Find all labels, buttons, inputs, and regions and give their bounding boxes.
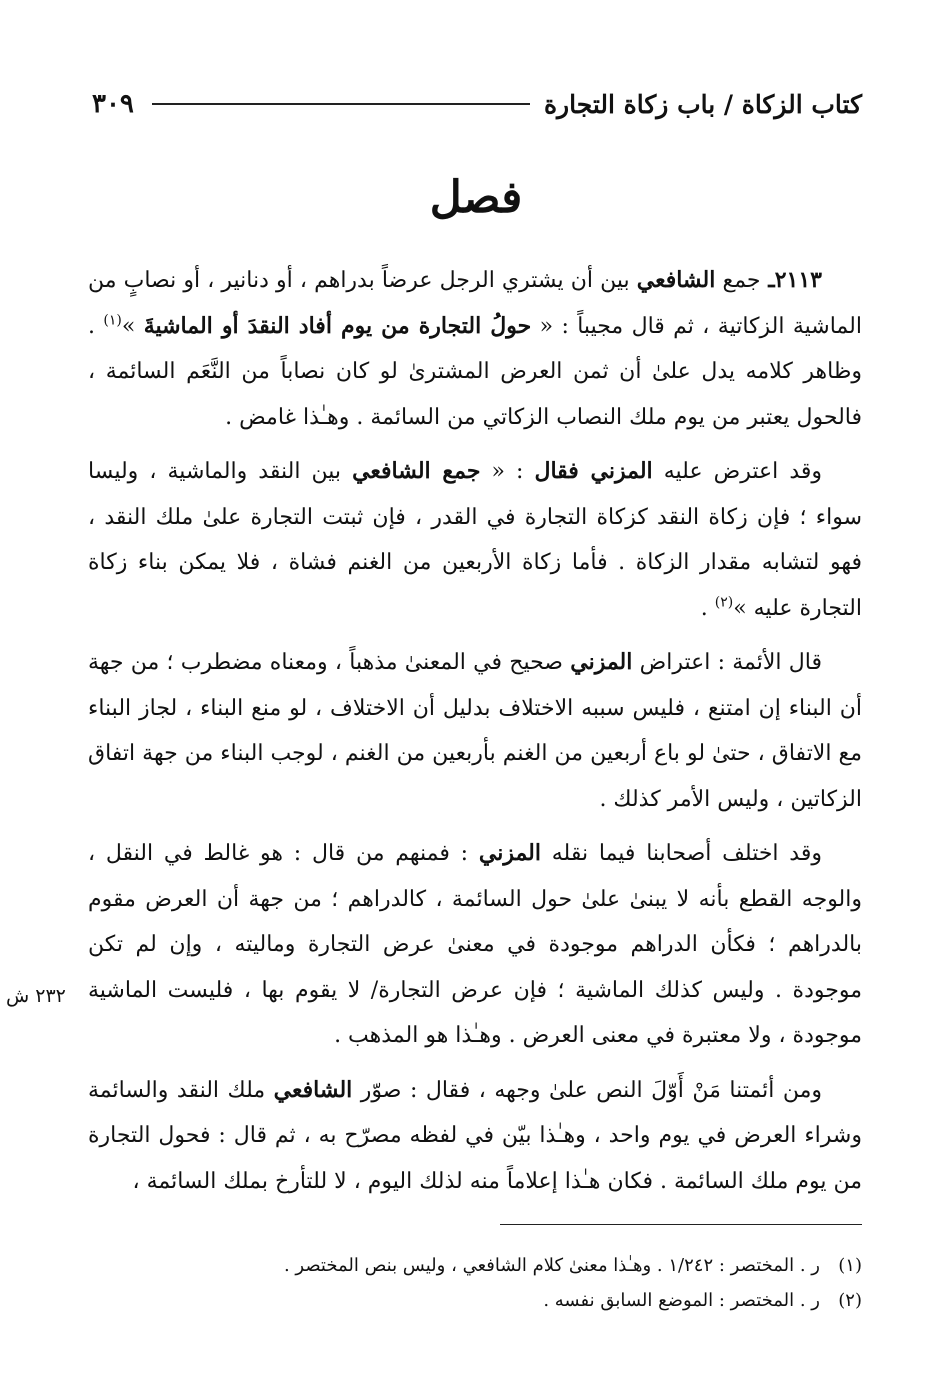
paragraph <box>88 449 862 631</box>
paragraph <box>88 1068 862 1205</box>
paragraph <box>88 831 862 1059</box>
text-run: صحيح في المعنىٰ مذهباً ، ومعناه مضطرب ؛ من جهة أن البناء إن امتنع ، فليس سببه الاختلاف بدليل أن الاختلاف ، لو منع البناء ، لجاز البناء مع الاتفاق ، حتىٰ لو باع أربعين من الغنم بأربعين من الغنم ، لوجب البناء من جهة اتفاق الزكاتين ، وليس الأمر كذلك . <box>88 650 862 812</box>
bold-text: حولُ التجارة من يوم أفاد النقدَ أو الماشيةَ <box>143 312 532 339</box>
text-run: . وظاهر كلامه يدل علىٰ أن ثمن العرض المشترىٰ لو كان نصاباً من النَّعَم السائمة ، فالحول يعتبر من يوم ملك النصاب الزكاتي من السائمة . وهـٰذا غامض . <box>88 313 862 430</box>
footnote-rule <box>500 1224 862 1225</box>
paragraph-number: ٢١١٣ـ <box>760 267 822 293</box>
text-run: ملك النقد والسائمة وشراء العرض في يوم واحد ، وهـٰذا بيّن في لفظه مصرّح به ، ثم قال : فحول التجارة من يوم ملك السائمة . فكان هـٰذا إعلاماً منه لذلك اليوم ، لا للتأرخ بملك السائمة ، <box>88 1077 862 1194</box>
page-number: ٣٠٩ <box>92 89 134 119</box>
text-run: وقد اختلف أصحابنا فيما نقله <box>541 841 823 866</box>
page-header <box>92 84 862 124</box>
bold-text: المزني <box>478 840 541 866</box>
footnote <box>180 1283 862 1318</box>
footnote-number: (٢) <box>838 1290 862 1311</box>
bold-text: الشافعي <box>273 1076 353 1103</box>
margin-note: ٢٣٢ ش <box>6 985 66 1007</box>
footnote-ref: (١) <box>103 312 122 329</box>
bold-text: المزني فقال <box>534 458 653 484</box>
body-text <box>88 258 862 1213</box>
footnote-ref: (٢) <box>714 594 734 611</box>
paragraph <box>88 258 862 440</box>
text-run: جمع <box>715 268 761 293</box>
text-run: بين أن يشتري الرجل عرضاً بدراهم ، أو دنانير ، أو نصابٍ من الماشية الزكاتية ، ثم قال مجيباً : « <box>88 268 862 339</box>
footnote-number: (١) <box>838 1255 862 1276</box>
section-heading: فصل <box>429 172 523 223</box>
text-run: قال الأئمة : اعتراض <box>632 650 822 675</box>
footnote <box>180 1248 862 1283</box>
footnote-text: ر . المختصر : ١/٢٤٢ . وهـٰذا معنىٰ كلام الشافعي ، وليس بنص المختصر . <box>283 1255 820 1276</box>
running-title: كتاب الزكاة / باب زكاة التجارة <box>543 89 862 119</box>
bold-text: المزني <box>570 649 633 675</box>
text-run: بين النقد والماشية ، وليسا سواء ؛ فإن زكاة النقد كزكاة التجارة في القدر ، فإن ثبتت التجارة علىٰ ملك النقد ، فهو لتشابه مقدار الزكاة . فأما زكاة الأربعين من الغنم فشاة ، فلا يمكن بناء زكاة التجارة عليه » <box>88 459 862 621</box>
text-run: وقد اعترض عليه <box>652 459 823 484</box>
text-run: » <box>121 313 144 339</box>
bold-text: جمع الشافعي <box>352 458 481 484</box>
bold-text: الشافعي <box>636 267 716 293</box>
footnotes <box>180 1248 862 1318</box>
text-run: : « <box>480 459 535 484</box>
text-run: . <box>700 595 715 621</box>
text-run: ومن أئمتنا مَنْ أَوّلَ النص علىٰ وجهه ، فقال : صوّر <box>352 1077 822 1103</box>
text-run: : فمنهم من قال : هو غالط في النقل ، والوجه القطع بأنه لا يبنىٰ علىٰ حول السائمة ، كالدراهم ؛ من جهة أن العرض مقوم بالدراهم ؛ فكأن الدراهم موجودة في معنىٰ عرض التجارة وماليته ، وإن لم تكن موجودة . وليس كذلك الماشية ؛ فإن عرض التجارة/ لا يقوم بها ، فليست الماشية موجودة ، ولا معتبرة في معنى العرض . وهـٰذا هو المذهب . <box>88 841 863 1048</box>
footnote-text: ر . المختصر : الموضع السابق نفسه . <box>543 1290 820 1311</box>
paragraph <box>88 640 862 822</box>
header-rule <box>152 103 530 105</box>
